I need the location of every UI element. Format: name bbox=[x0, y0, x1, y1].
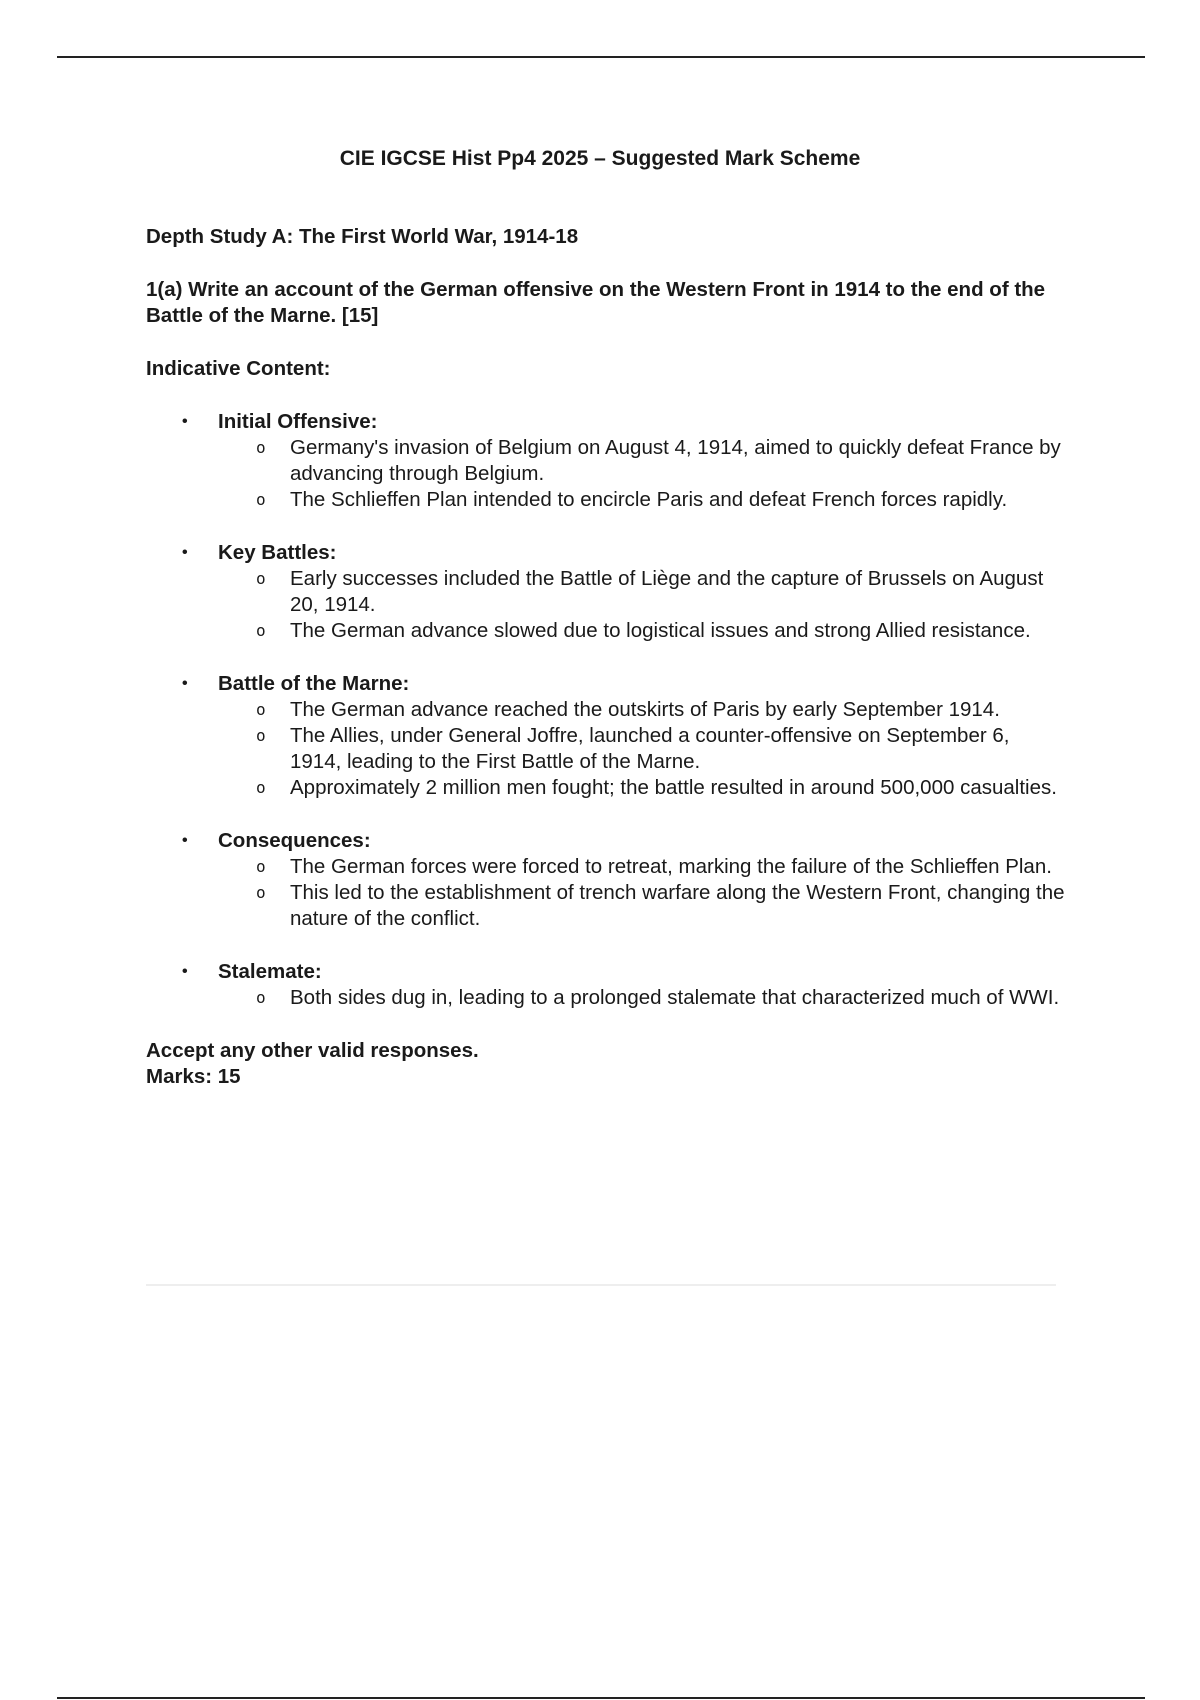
document-body bbox=[146, 224, 1066, 1090]
sub-point bbox=[218, 697, 1066, 723]
sub-points-list bbox=[218, 985, 1066, 1011]
list-item bbox=[146, 671, 1066, 801]
sub-point bbox=[218, 435, 1066, 487]
sub-point-text: Approximately 2 million men fought; the battle resulted in around 500,000 casualties. bbox=[290, 776, 1057, 799]
bullet-icon: • bbox=[182, 544, 188, 561]
section-heading: Depth Study A: The First World War, 1914-18 bbox=[146, 225, 579, 248]
accept-note: Accept any other valid responses. bbox=[146, 1039, 479, 1062]
sub-point bbox=[218, 487, 1066, 513]
list-item bbox=[146, 828, 1066, 932]
sub-points-list bbox=[218, 435, 1066, 513]
sub-point bbox=[218, 618, 1066, 644]
question-prompt: 1(a) Write an account of the German offensive on the Western Front in 1914 to the end of the Battle of the Marne. [15] bbox=[146, 278, 1046, 327]
bullet-icon: • bbox=[182, 832, 188, 849]
sub-point bbox=[218, 985, 1066, 1011]
marks-total: Marks: 15 bbox=[146, 1065, 241, 1088]
circle-bullet-icon: o bbox=[256, 883, 266, 902]
circle-bullet-icon: o bbox=[256, 778, 266, 797]
sub-point bbox=[218, 880, 1066, 932]
point-title: Stalemate: bbox=[218, 960, 322, 983]
section-end-divider bbox=[146, 1284, 1056, 1286]
sub-point bbox=[218, 566, 1066, 618]
bullet-icon: • bbox=[182, 963, 188, 980]
circle-bullet-icon: o bbox=[256, 569, 266, 588]
circle-bullet-icon: o bbox=[256, 438, 266, 457]
sub-point-text: The German advance reached the outskirts of Paris by early September 1914. bbox=[290, 698, 1000, 721]
circle-bullet-icon: o bbox=[256, 621, 266, 640]
sub-points-list bbox=[218, 697, 1066, 801]
list-item bbox=[146, 409, 1066, 513]
top-divider bbox=[57, 56, 1145, 58]
sub-points-list bbox=[218, 566, 1066, 644]
indicative-points-list bbox=[146, 409, 1066, 1011]
sub-point-text: The Schlieffen Plan intended to encircle Paris and defeat French forces rapidly. bbox=[290, 488, 1008, 511]
bottom-divider bbox=[57, 1697, 1145, 1699]
sub-point-text: The Allies, under General Joffre, launched a counter-offensive on September 6, 1914, leading to the First Battle of the Marne. bbox=[290, 724, 1010, 773]
list-item bbox=[146, 959, 1066, 1011]
circle-bullet-icon: o bbox=[256, 700, 266, 719]
circle-bullet-icon: o bbox=[256, 857, 266, 876]
sub-point-text: Early successes included the Battle of Liège and the capture of Brussels on August 20, 1914. bbox=[290, 567, 1044, 616]
sub-points-list bbox=[218, 854, 1066, 932]
point-title: Consequences: bbox=[218, 829, 371, 852]
sub-point bbox=[218, 775, 1066, 801]
indicative-content-label: Indicative Content: bbox=[146, 357, 331, 380]
point-title: Battle of the Marne: bbox=[218, 672, 410, 695]
sub-point bbox=[218, 723, 1066, 775]
circle-bullet-icon: o bbox=[256, 490, 266, 509]
point-title: Initial Offensive: bbox=[218, 410, 378, 433]
sub-point-text: The German advance slowed due to logistical issues and strong Allied resistance. bbox=[290, 619, 1031, 642]
document-title: CIE IGCSE Hist Pp4 2025 – Suggested Mark Scheme bbox=[339, 147, 861, 170]
circle-bullet-icon: o bbox=[256, 726, 266, 745]
sub-point-text: Germany's invasion of Belgium on August 4, 1914, aimed to quickly defeat France by advancing through Belgium. bbox=[290, 436, 1061, 485]
sub-point-text: Both sides dug in, leading to a prolonged stalemate that characterized much of WWI. bbox=[290, 986, 1060, 1009]
circle-bullet-icon: o bbox=[256, 988, 266, 1007]
bullet-icon: • bbox=[182, 413, 188, 430]
point-title: Key Battles: bbox=[218, 541, 337, 564]
sub-point-text: This led to the establishment of trench warfare along the Western Front, changing the nature of the conflict. bbox=[290, 881, 1065, 930]
sub-point bbox=[218, 854, 1066, 880]
sub-point-text: The German forces were forced to retreat, marking the failure of the Schlieffen Plan. bbox=[290, 855, 1052, 878]
bullet-icon: • bbox=[182, 675, 188, 692]
list-item bbox=[146, 540, 1066, 644]
